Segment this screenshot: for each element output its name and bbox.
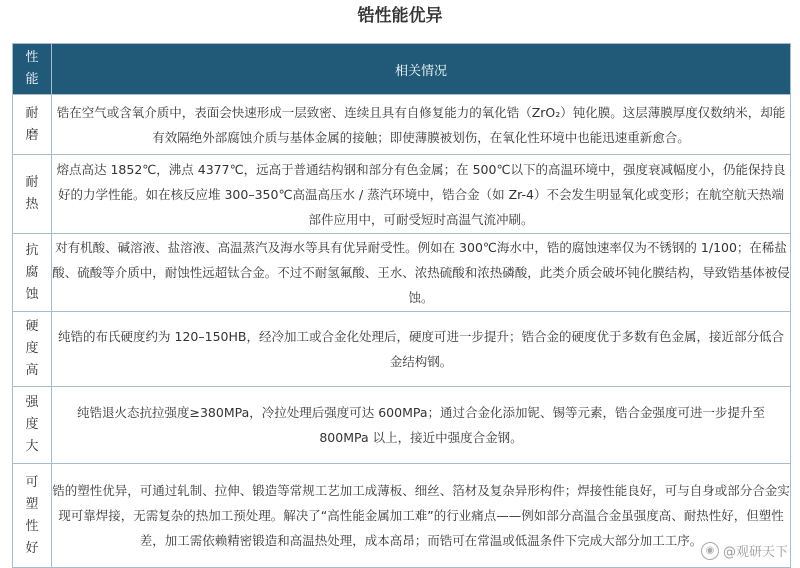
table-row bbox=[13, 464, 791, 568]
row-description: 锆的塑性优异，可通过轧制、拉伸、锻造等常规工艺加工成薄板、细丝、箔材及复杂异形构件；焊接性能良好，可与自身或部分合金实现可靠焊接，无需复杂的热加工预处理。解决了“高性能金属加工难”的行业痛点——例如部分高温合金虽强度高、耐热性好，但塑性差，加工需依赖精密锻造和高温热处理，成本高昂；而锆可在常温或低温条件下完成大部分加工工序。 bbox=[52, 464, 791, 568]
property-char: 蚀 bbox=[25, 286, 39, 302]
row-property bbox=[13, 387, 52, 464]
row-property bbox=[13, 155, 52, 234]
property-char: 好 bbox=[25, 540, 39, 556]
table-row bbox=[13, 155, 791, 234]
property-char: 抗 bbox=[25, 242, 39, 258]
table-row bbox=[13, 387, 791, 464]
row-property bbox=[13, 95, 52, 155]
watermark-text: @观研天下 bbox=[722, 545, 788, 560]
row-property bbox=[13, 464, 52, 568]
property-char: 耐 bbox=[25, 175, 39, 190]
row-property bbox=[13, 234, 52, 312]
property-char: 性 bbox=[25, 518, 39, 534]
row-description: 锆在空气或含氧介质中，表面会快速形成一层致密、连续且具有自修复能力的氧化锆（ZrO₂）钝化膜。这层薄膜厚度仅数纳米，却能有效隔绝外部腐蚀介质与基体金属的接触；即使薄膜被划伤，在氧化性环境中也能迅速重新愈合。 bbox=[52, 95, 791, 155]
watermark bbox=[701, 541, 788, 560]
header-property-char: 能 bbox=[25, 72, 39, 87]
row-description: 纯锆的布氏硬度约为 120–150HB，经冷加工或合金化处理后，硬度可进一步提升；锆合金的硬度优于多数有色金属，接近部分低合金结构钢。 bbox=[52, 312, 791, 387]
property-char: 磨 bbox=[25, 127, 39, 143]
property-char: 度 bbox=[25, 417, 39, 432]
table-row bbox=[13, 312, 791, 387]
row-description: 熔点高达 1852℃，沸点 4377℃，远高于普通结构钢和部分有色金属；在 500℃以下的高温环境中，强度衰减幅度小，仍能保持良好的力学性能。如在核反应堆 300–350℃高温高压水 / 蒸汽环境中，锆合金（如 Zr-4）不会发生明显氧化或变形；在航空航天热端部件应用中，可耐受短时高温气流冲刷。 bbox=[52, 155, 791, 234]
property-char: 度 bbox=[25, 341, 39, 356]
row-description: 对有机酸、碱溶液、盐溶液、高温蒸汽及海水等具有优异耐受性。例如在 300℃海水中，锆的腐蚀速率仅为不锈钢的 1/100；在稀盐酸、硫酸等介质中，耐蚀性远超钛合金。不过不耐氢氟酸、王水、浓热硫酸和浓热磷酸，此类介质会破坏钝化膜结构，导致锆基体被侵蚀。 bbox=[52, 234, 791, 312]
header-property-char: 性 bbox=[25, 50, 39, 65]
page-title: 锆性能优异 bbox=[357, 6, 443, 26]
table-header-row bbox=[13, 44, 791, 95]
table-row bbox=[13, 234, 791, 312]
property-char: 热 bbox=[25, 197, 39, 212]
property-char: 塑 bbox=[25, 496, 39, 512]
property-char: 硬 bbox=[25, 319, 39, 334]
row-description: 纯锆退火态抗拉强度≥380MPa，冷拉处理后强度可达 600MPa；通过合金化添加铌、锡等元素，锆合金强度可进一步提升至 800MPa 以上，接近中强度合金钢。 bbox=[52, 387, 791, 464]
row-property bbox=[13, 312, 52, 387]
property-char: 强 bbox=[25, 395, 39, 410]
properties-table bbox=[12, 43, 791, 568]
camera-icon: ◉ bbox=[701, 542, 719, 560]
property-char: 大 bbox=[25, 439, 39, 454]
property-char: 可 bbox=[25, 474, 39, 490]
header-property bbox=[13, 44, 52, 95]
table-row bbox=[13, 95, 791, 155]
property-char: 腐 bbox=[25, 264, 39, 280]
property-char: 耐 bbox=[25, 105, 39, 121]
header-description: 相关情况 bbox=[52, 44, 791, 95]
property-char: 高 bbox=[25, 363, 39, 378]
